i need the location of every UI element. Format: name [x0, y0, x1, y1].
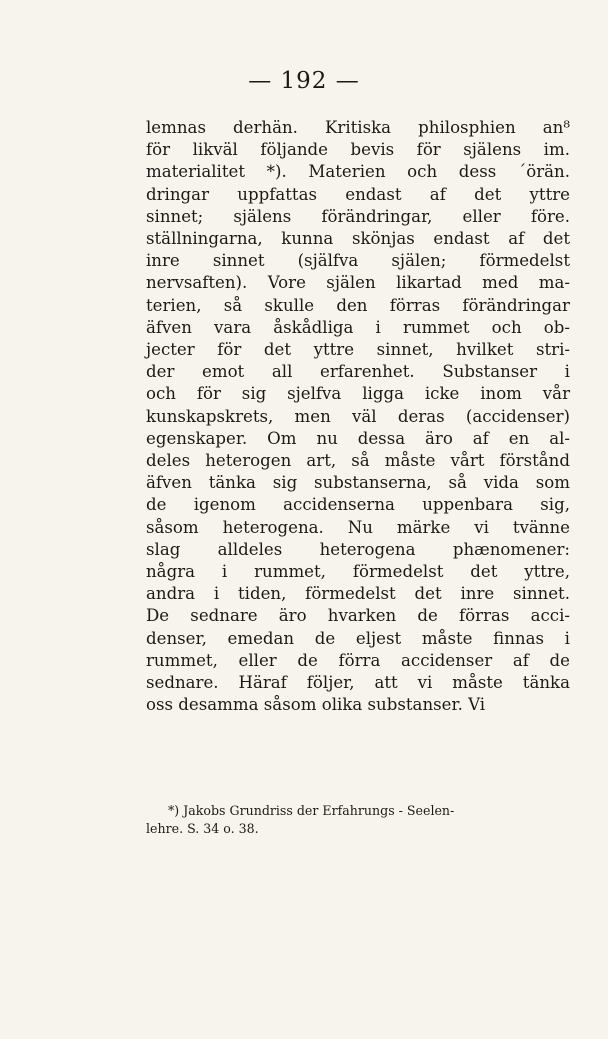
- page-number: — 192 —: [248, 68, 360, 94]
- text-line: rummet, eller de förra accidenser af de: [146, 650, 570, 670]
- text-line: äfven vara åskådliga i rummet och ob-: [146, 317, 570, 337]
- text-line: ställningarna, kunna skönjas endast af det: [146, 229, 570, 249]
- footnote-line: *) Jakobs Grundriss der Erfahrungs - Seelen-: [168, 803, 455, 818]
- text-line: jecter för det yttre sinnet, hvilket stri-: [146, 340, 570, 360]
- text-line: några i rummet, förmedelst det yttre,: [146, 562, 570, 582]
- text-line: äfven tänka sig substanserna, så vida som: [146, 473, 570, 493]
- text-line: och för sig sjelfva ligga icke inom vår: [146, 384, 570, 404]
- text-line: sednare. Häraf följer, att vi måste tänka: [146, 673, 570, 693]
- footnote: [146, 802, 570, 838]
- text-line: kunskapskrets, men väl deras (accidenser): [146, 406, 570, 426]
- text-line: slag alldeles heterogena phænomener:: [146, 539, 570, 559]
- text-line: De sednare äro hvarken de förras acci-: [146, 606, 570, 626]
- text-line: materialitet *). Materien och dess ´örän.: [146, 162, 570, 182]
- text-line: för likväl följande bevis för själens im.: [146, 140, 570, 160]
- text-line: nervsaften). Vore själen likartad med ma-: [146, 273, 570, 293]
- text-line: såsom heterogena. Nu märke vi tvänne: [146, 517, 570, 537]
- text-line: de igenom accidenserna uppenbara sig,: [146, 495, 570, 515]
- footnote-line: lehre. S. 34 o. 38.: [146, 821, 259, 836]
- text-line: denser, emedan de eljest måste finnas i: [146, 628, 570, 648]
- text-line: terien, så skulle den förras förändringar: [146, 295, 570, 315]
- text-line: oss desamma såsom olika substanser. Vi: [146, 695, 486, 715]
- text-line: sinnet; själens förändringar, eller före.: [146, 206, 570, 226]
- text-line: lemnas derhän. Kritiska philosphien an⁸: [146, 118, 570, 137]
- text-line: egenskaper. Om nu dessa äro af en al-: [146, 428, 570, 448]
- body-text: [146, 117, 570, 716]
- text-line: andra i tiden, förmedelst det inre sinnet.: [146, 584, 570, 604]
- text-line: der emot all erfarenhet. Substanser i: [146, 362, 570, 382]
- text-line: dringar uppfattas endast af det yttre: [146, 184, 570, 204]
- text-line: deles heterogen art, så måste vårt förstånd: [146, 451, 570, 471]
- text-line: inre sinnet (själfva själen; förmedelst: [146, 251, 570, 271]
